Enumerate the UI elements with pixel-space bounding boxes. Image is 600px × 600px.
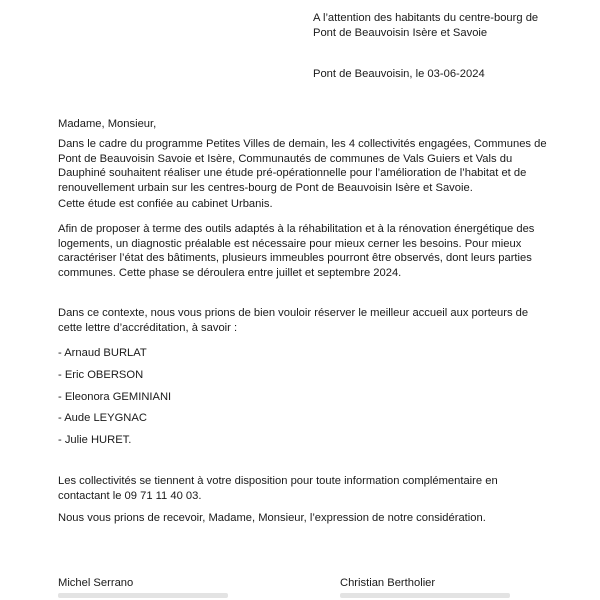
recipient-line: Pont de Beauvoisin Isère et Savoie (313, 26, 488, 39)
paragraph-line: communes. Cette phase se déroulera entre juillet et septembre 2024. (58, 266, 402, 279)
paragraph-line: Dans le cadre du programme Petites Villes de demain, les 4 collectivités engagées, Communes de (58, 138, 547, 150)
paragraph-contact (58, 474, 498, 503)
paragraph-closing: Nous vous prions de recevoir, Madame, Monsieur, l’expression de notre considération. (58, 512, 486, 524)
list-item: - Eleonora GEMINIANI (58, 391, 172, 403)
paragraph-context (58, 306, 528, 335)
paragraph-line: Les collectivités se tiennent à votre disposition pour toute information complémentaire en (58, 475, 498, 487)
paragraph-line: Pont de Beauvoisin Savoie et Isère, Communautés de communes de Vals Guiers et Vals du (58, 152, 513, 165)
list-item: - Arnaud BURLAT (58, 347, 147, 359)
paragraph-intro (58, 137, 547, 195)
place-date: Pont de Beauvoisin, le 03-06-2024 (313, 68, 485, 80)
paragraph-line: logements, un diagnostic préalable est nécessaire pour mieux cerner les besoins. Pour mieux (58, 237, 522, 250)
list-item: - Eric OBERSON (58, 369, 144, 381)
paragraph-line: caractériser l’état des bâtiments, plusieurs immeubles pourront être observés, dont leurs parties (58, 252, 532, 265)
paragraph-diagnostic (58, 222, 534, 280)
paragraph-line: Afin de proposer à terme des outils adaptés à la réhabilitation et à la rénovation énergétique des (58, 223, 535, 235)
recipient-line: A l’attention des habitants du centre-bourg de (313, 12, 539, 24)
paragraph-study: Cette étude est confiée au cabinet Urbanis. (58, 198, 273, 210)
recipient-block (313, 11, 538, 40)
paragraph-line: Dans ce contexte, nous vous prions de bien vouloir réserver le meilleur accueil aux porteurs de (58, 307, 529, 319)
list-item: - Julie HURET. (58, 434, 132, 446)
cropped-title-right (340, 593, 510, 598)
signatory-right: Christian Bertholier (340, 577, 436, 589)
salutation: Madame, Monsieur, (58, 118, 157, 130)
paragraph-line: renouvellement urbain sur les centres-bourg de Pont de Beauvoisin Isère et Savoie. (58, 181, 473, 194)
paragraph-line: contactant le 09 71 11 40 03. (58, 489, 202, 502)
signatory-left: Michel Serrano (58, 577, 134, 589)
paragraph-line: Dauphiné souhaitent réaliser une étude pré-opérationnelle pour l’amélioration de l’habitat et de (58, 167, 527, 180)
paragraph-line: cette lettre d’accréditation, à savoir : (58, 321, 238, 334)
cropped-title-left (58, 593, 228, 598)
list-item: - Aude LEYGNAC (58, 412, 147, 424)
